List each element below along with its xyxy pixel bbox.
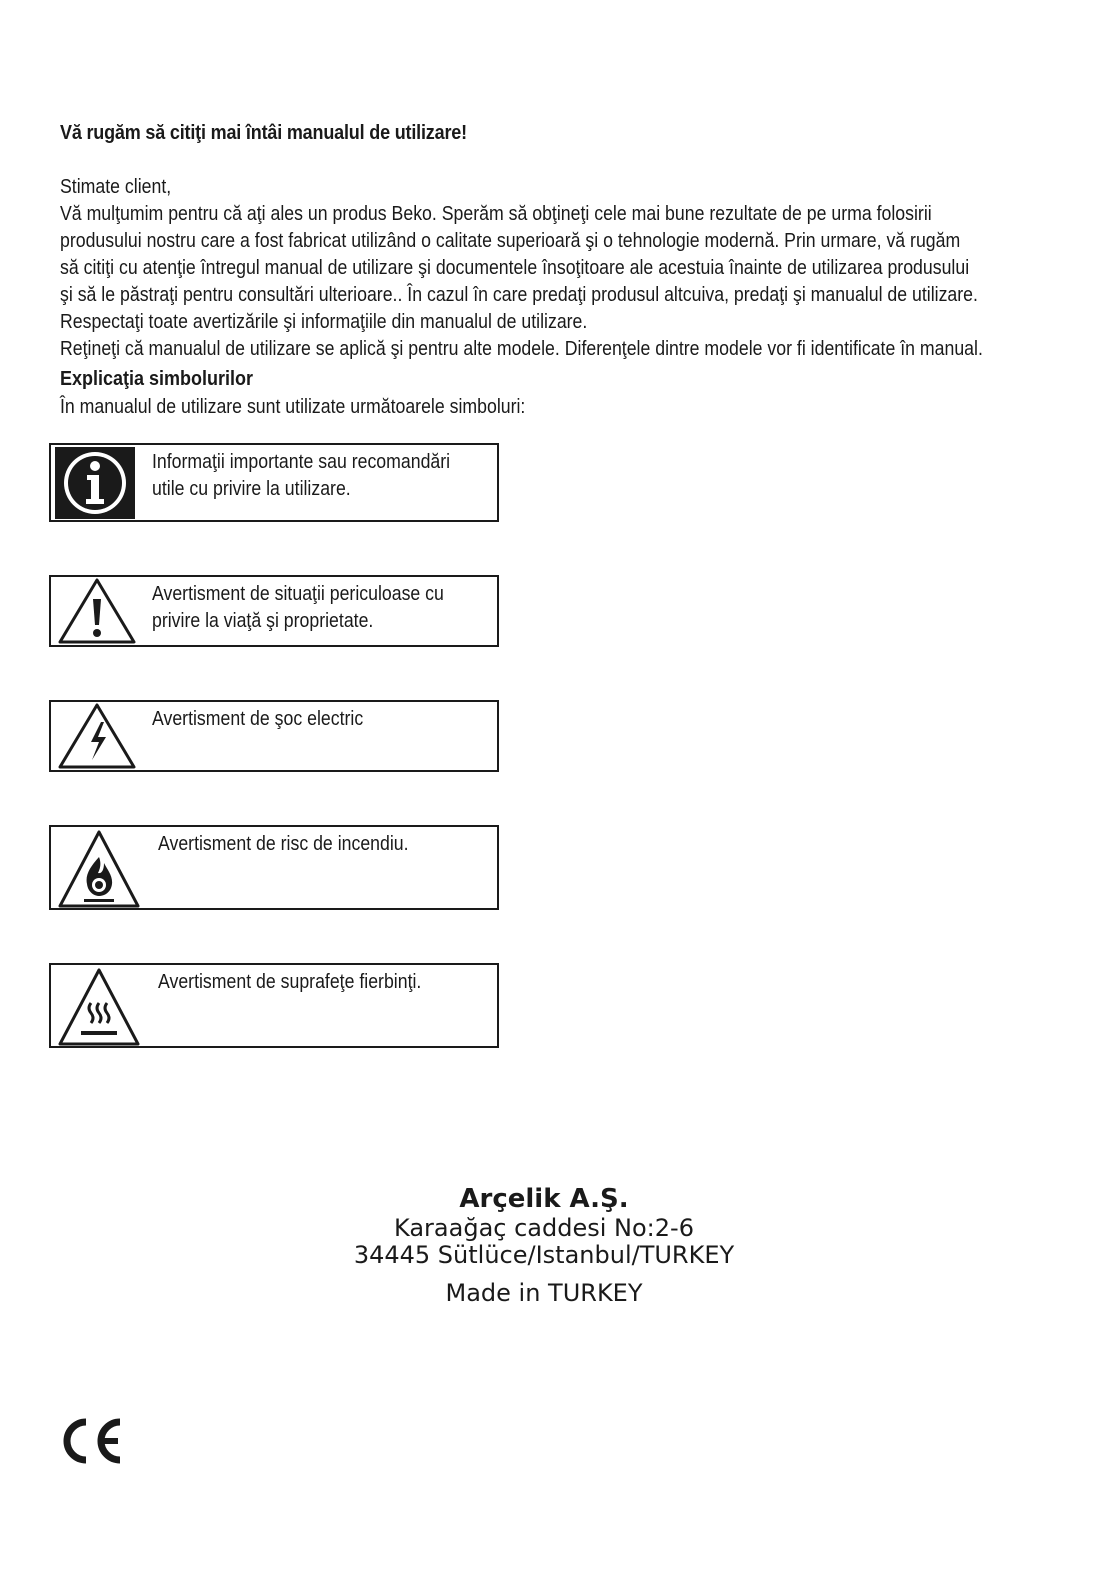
symbol-box-fire	[49, 825, 499, 910]
symbol-text: Avertisment de risc de incendiu.	[158, 833, 409, 855]
symbols-intro: În manualul de utilizare sunt utilizate următoarele simboluri:	[60, 396, 526, 418]
intro-line: Respectaţi toate avertizările şi informaţiile din manualul de utilizare.	[60, 311, 588, 333]
company-name: Arçelik A.Ş.	[459, 1184, 629, 1214]
symbol-text: Informaţii importante sau recomandări utile cu privire la utilizare.	[152, 451, 451, 500]
made-in: Made in TURKEY	[445, 1279, 643, 1307]
intro-text	[60, 174, 1042, 363]
symbol-text: Avertisment de situaţii periculoase cu privire la viaţă şi proprietate.	[152, 583, 444, 632]
intro-line: şi să le păstraţi pentru consultări ulterioare.. În cazul în care predaţi produsul altcuiva, predaţi şi manualul de utilizare.	[60, 284, 978, 306]
address-line-1: Karaağaç caddesi No:2-6	[394, 1214, 694, 1242]
symbol-box-warning	[49, 575, 499, 647]
page-heading: Vă rugăm să citiţi mai întâi manualul de utilizare!	[60, 122, 467, 144]
address-line-2: 34445 Sütlüce/Istanbul/TURKEY	[353, 1241, 735, 1269]
info-icon	[55, 447, 135, 524]
hot-surface-icon	[57, 967, 141, 1052]
symbols-title: Explicaţia simbolurilor	[60, 368, 254, 390]
symbol-box-hot-surface	[49, 963, 499, 1048]
intro-line: Reţineţi că manualul de utilizare se aplică şi pentru alte modele. Diferenţele dintre modele vor fi identificate în manual.	[60, 338, 983, 360]
intro-line: produsului nostru care a fost fabricat utilizând o calitate superioară şi o tehnologie modernă. Prin urmare, vă rugăm	[60, 230, 961, 252]
warning-icon	[57, 577, 137, 650]
symbol-box-electric	[49, 700, 499, 772]
symbol-text: Avertisment de suprafeţe fierbinţi.	[158, 971, 422, 993]
intro-line: Stimate client,	[60, 176, 172, 198]
fire-icon	[57, 829, 141, 914]
symbol-text: Avertisment de şoc electric	[152, 708, 364, 730]
electric-shock-icon	[57, 702, 137, 775]
ce-mark-icon	[58, 1418, 124, 1469]
intro-line: Vă mulţumim pentru că aţi ales un produs Beko. Sperăm să obţineţi cele mai bune rezultate de pe urma folosirii	[60, 203, 932, 225]
intro-line: să citiţi cu atenţie întregul manual de utilizare şi documentele însoţitoare ale acestuia înainte de utilizarea produsului	[60, 257, 970, 279]
symbol-box-info	[49, 443, 499, 522]
